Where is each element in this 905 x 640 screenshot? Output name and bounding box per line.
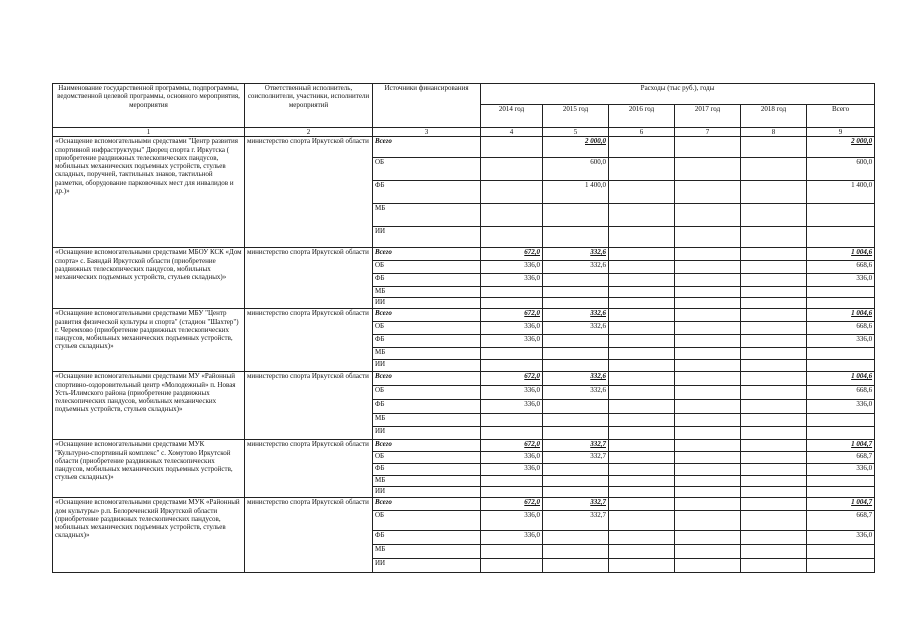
year-amount-cell [675, 204, 741, 227]
year-amount-cell: 336,0 [481, 452, 543, 464]
year-amount-cell [609, 335, 675, 348]
year-amount-cell [741, 261, 807, 274]
year-amount-cell [609, 464, 675, 476]
measure-total-row [53, 440, 875, 452]
funding-source: ИИ [373, 559, 481, 573]
year-amount-cell [481, 348, 543, 360]
year-amount-cell [609, 545, 675, 559]
year-amount-cell: 332,6 [543, 372, 609, 386]
total-amount-cell: 1 004,7 [807, 498, 875, 511]
year-amount-cell [741, 360, 807, 372]
header-row-1 [53, 84, 875, 105]
year-amount-cell [481, 158, 543, 181]
year-amount-cell: 332,6 [543, 248, 609, 261]
year-amount-cell [609, 360, 675, 372]
column-number: 9 [807, 128, 875, 137]
header-responsible: Ответственный исполнитель, соисполнители, участники, исполнители мероприятий [245, 84, 373, 128]
total-amount-cell [807, 287, 875, 298]
year-amount-cell [543, 227, 609, 248]
year-amount-cell: 332,7 [543, 452, 609, 464]
year-amount-cell [741, 274, 807, 287]
total-amount-cell: 336,0 [807, 274, 875, 287]
year-amount-cell [609, 137, 675, 158]
column-number: 5 [543, 128, 609, 137]
year-amount-cell [675, 348, 741, 360]
year-amount-cell [481, 227, 543, 248]
total-amount-cell [807, 427, 875, 440]
year-amount-cell: 332,7 [543, 498, 609, 511]
year-amount-cell: 332,6 [543, 261, 609, 274]
expenses-table [52, 83, 875, 573]
year-amount-cell [675, 372, 741, 386]
total-amount-cell: 336,0 [807, 531, 875, 545]
year-amount-cell [609, 298, 675, 309]
year-amount-cell [675, 427, 741, 440]
column-number: 8 [741, 128, 807, 137]
year-amount-cell: 332,6 [543, 386, 609, 400]
year-amount-cell: 336,0 [481, 274, 543, 287]
year-amount-cell: 336,0 [481, 261, 543, 274]
year-amount-cell [543, 360, 609, 372]
year-amount-cell: 332,6 [543, 309, 609, 322]
funding-source: ИИ [373, 360, 481, 372]
year-amount-cell [609, 414, 675, 427]
year-amount-cell [741, 227, 807, 248]
total-amount-cell: 336,0 [807, 464, 875, 476]
year-amount-cell [543, 531, 609, 545]
year-amount-cell: 672,0 [481, 440, 543, 452]
year-amount-cell [543, 335, 609, 348]
measure-total-row [53, 372, 875, 386]
year-amount-cell [609, 476, 675, 487]
year-amount-cell: 332,7 [543, 440, 609, 452]
year-amount-cell [481, 414, 543, 427]
year-amount-cell [675, 298, 741, 309]
total-amount-cell [807, 487, 875, 498]
header-year: 2017 год [675, 105, 741, 128]
year-amount-cell [675, 400, 741, 414]
year-amount-cell [675, 335, 741, 348]
year-amount-cell [543, 464, 609, 476]
year-amount-cell: 672,0 [481, 309, 543, 322]
year-amount-cell [675, 227, 741, 248]
total-amount-cell [807, 298, 875, 309]
funding-source: МБ [373, 414, 481, 427]
total-amount-cell [807, 545, 875, 559]
year-amount-cell [609, 498, 675, 511]
year-amount-cell [675, 531, 741, 545]
funding-source: ФБ [373, 274, 481, 287]
funding-source: Всего [373, 309, 481, 322]
year-amount-cell [609, 261, 675, 274]
year-amount-cell: 332,6 [543, 322, 609, 335]
year-amount-cell [543, 274, 609, 287]
total-amount-cell [807, 360, 875, 372]
column-number: 2 [245, 128, 373, 137]
year-amount-cell [741, 137, 807, 158]
funding-source: ИИ [373, 427, 481, 440]
year-amount-cell [675, 559, 741, 573]
funding-source: МБ [373, 204, 481, 227]
year-amount-cell [543, 427, 609, 440]
year-amount-cell: 336,0 [481, 464, 543, 476]
header-program: Наименование государственной программы, подпрограммы, ведомственной целевой программы, основного мероприятия, мероприятия [53, 84, 245, 128]
header-sources: Источники финансирования [373, 84, 481, 128]
total-amount-cell [807, 348, 875, 360]
year-amount-cell [543, 476, 609, 487]
funding-source: МБ [373, 287, 481, 298]
measure-responsible: министерство спорта Иркутской области [245, 248, 373, 309]
column-number: 3 [373, 128, 481, 137]
funding-source: ФБ [373, 464, 481, 476]
year-amount-cell [543, 414, 609, 427]
funding-source: МБ [373, 348, 481, 360]
year-amount-cell [741, 464, 807, 476]
year-amount-cell [609, 372, 675, 386]
year-amount-cell [741, 204, 807, 227]
year-amount-cell [675, 181, 741, 204]
funding-source: ОБ [373, 386, 481, 400]
funding-source: МБ [373, 476, 481, 487]
funding-source: Всего [373, 137, 481, 158]
year-amount-cell [675, 274, 741, 287]
header-year: 2014 год [481, 105, 543, 128]
measure-responsible: министерство спорта Иркутской области [245, 372, 373, 440]
total-amount-cell: 1 004,7 [807, 440, 875, 452]
year-amount-cell [675, 360, 741, 372]
total-amount-cell [807, 204, 875, 227]
total-amount-cell: 336,0 [807, 335, 875, 348]
year-amount-cell [543, 559, 609, 573]
year-amount-cell [675, 464, 741, 476]
year-amount-cell: 336,0 [481, 531, 543, 545]
funding-source: ИИ [373, 298, 481, 309]
year-amount-cell [609, 427, 675, 440]
year-amount-cell [741, 545, 807, 559]
year-amount-cell [675, 309, 741, 322]
year-amount-cell [481, 360, 543, 372]
measure-name: «Оснащение вспомогательными средствами МУК "Культурно-спортивный комплекс" с. Хомутово Иркутской области (приобретение раздвижных телескопических пандусов, мобильных механических подъемных устройств, стульев складных)» [53, 440, 245, 498]
year-amount-cell [741, 487, 807, 498]
column-number: 1 [53, 128, 245, 137]
header-year: 2016 год [609, 105, 675, 128]
year-amount-cell: 336,0 [481, 322, 543, 335]
year-amount-cell [481, 204, 543, 227]
year-amount-cell [675, 511, 741, 531]
total-amount-cell: 668,6 [807, 261, 875, 274]
year-amount-cell: 672,0 [481, 372, 543, 386]
year-amount-cell [609, 400, 675, 414]
funding-source: ФБ [373, 335, 481, 348]
year-amount-cell [675, 386, 741, 400]
measure-responsible: министерство спорта Иркутской области [245, 440, 373, 498]
year-amount-cell [741, 511, 807, 531]
column-number: 6 [609, 128, 675, 137]
total-amount-cell [807, 227, 875, 248]
year-amount-cell: 336,0 [481, 400, 543, 414]
year-amount-cell: 600,0 [543, 158, 609, 181]
measure-name: «Оснащение вспомогательными средствами МУК «Районный дом культуры» р.п. Белореченский Иркутской области (приобретение раздвижных телескопических пандусов, мобильных механических подъемных устройств, стульев складных)» [53, 498, 245, 573]
year-amount-cell [481, 476, 543, 487]
header-total: Всего [807, 105, 875, 128]
year-amount-cell [675, 487, 741, 498]
year-amount-cell [609, 287, 675, 298]
year-amount-cell [741, 440, 807, 452]
measure-name: «Оснащение вспомогательными средствами МБУ "Центр развития физической культуры и спорта" (стадион "Шахтер") г. Черемхово (приобретение раздвижных телескопических пандусов, мобильных механических подъемных устройств, стульев складных)» [53, 309, 245, 372]
year-amount-cell [675, 498, 741, 511]
year-amount-cell [543, 204, 609, 227]
year-amount-cell [741, 248, 807, 261]
header-expenses: Расходы (тыс руб.), годы [481, 84, 875, 105]
year-amount-cell [741, 531, 807, 545]
year-amount-cell [609, 386, 675, 400]
year-amount-cell [481, 487, 543, 498]
year-amount-cell [741, 335, 807, 348]
year-amount-cell [675, 414, 741, 427]
header-year: 2015 год [543, 105, 609, 128]
year-amount-cell [609, 248, 675, 261]
year-amount-cell [609, 274, 675, 287]
funding-source: ОБ [373, 511, 481, 531]
year-amount-cell [741, 452, 807, 464]
funding-source: ФБ [373, 181, 481, 204]
year-amount-cell [609, 452, 675, 464]
total-amount-cell [807, 414, 875, 427]
year-amount-cell [675, 322, 741, 335]
year-amount-cell [741, 322, 807, 335]
year-amount-cell [543, 400, 609, 414]
year-amount-cell [609, 227, 675, 248]
year-amount-cell [741, 427, 807, 440]
year-amount-cell [609, 511, 675, 531]
funding-source: Всего [373, 248, 481, 261]
total-amount-cell [807, 559, 875, 573]
column-numbers-row [53, 128, 875, 137]
total-amount-cell: 1 004,6 [807, 372, 875, 386]
year-amount-cell [741, 476, 807, 487]
year-amount-cell: 336,0 [481, 511, 543, 531]
measure-responsible: министерство спорта Иркутской области [245, 309, 373, 372]
measure-name: «Оснащение вспомогательными средствами МУ «Районный спортивно-оздоровительный центр «Молодежный» п. Новая Усть-Илимского района (приобретение раздвижных телескопических пандусов, мобильных механических подъемных устройств, стульев складных)» [53, 372, 245, 440]
year-amount-cell [609, 440, 675, 452]
funding-source: ИИ [373, 227, 481, 248]
total-amount-cell [807, 476, 875, 487]
year-amount-cell [609, 487, 675, 498]
year-amount-cell [481, 287, 543, 298]
year-amount-cell [741, 181, 807, 204]
year-amount-cell [675, 261, 741, 274]
year-amount-cell: 1 400,0 [543, 181, 609, 204]
column-number: 7 [675, 128, 741, 137]
year-amount-cell [675, 476, 741, 487]
year-amount-cell [675, 158, 741, 181]
measure-responsible: министерство спорта Иркутской области [245, 137, 373, 248]
total-amount-cell: 336,0 [807, 400, 875, 414]
column-number: 4 [481, 128, 543, 137]
year-amount-cell [741, 559, 807, 573]
measure-name: «Оснащение вспомогательными средствами МБОУ КСК «Дом спорта» с. Баяндай Иркутской области (приобретение раздвижных телескопических пандусов, мобильных механических подъемных устройств, стульев складных)» [53, 248, 245, 309]
year-amount-cell [675, 137, 741, 158]
year-amount-cell [741, 298, 807, 309]
total-amount-cell: 600,0 [807, 158, 875, 181]
year-amount-cell [481, 545, 543, 559]
year-amount-cell [741, 372, 807, 386]
year-amount-cell [741, 158, 807, 181]
total-amount-cell: 668,6 [807, 322, 875, 335]
year-amount-cell [675, 248, 741, 261]
funding-source: ОБ [373, 452, 481, 464]
year-amount-cell [609, 559, 675, 573]
funding-source: Всего [373, 498, 481, 511]
year-amount-cell [609, 348, 675, 360]
year-amount-cell [741, 400, 807, 414]
year-amount-cell [481, 427, 543, 440]
year-amount-cell [609, 309, 675, 322]
year-amount-cell: 336,0 [481, 335, 543, 348]
funding-source: Всего [373, 372, 481, 386]
funding-source: ФБ [373, 531, 481, 545]
year-amount-cell [741, 386, 807, 400]
year-amount-cell: 332,7 [543, 511, 609, 531]
year-amount-cell [609, 531, 675, 545]
year-amount-cell [675, 287, 741, 298]
year-amount-cell [481, 559, 543, 573]
total-amount-cell: 1 400,0 [807, 181, 875, 204]
year-amount-cell: 672,0 [481, 498, 543, 511]
year-amount-cell [543, 348, 609, 360]
year-amount-cell [675, 440, 741, 452]
measure-total-row [53, 309, 875, 322]
year-amount-cell [741, 287, 807, 298]
funding-source: Всего [373, 440, 481, 452]
year-amount-cell [543, 545, 609, 559]
measure-total-row [53, 248, 875, 261]
funding-source: ИИ [373, 487, 481, 498]
total-amount-cell: 2 000,0 [807, 137, 875, 158]
total-amount-cell: 668,7 [807, 511, 875, 531]
year-amount-cell: 672,0 [481, 248, 543, 261]
measure-name: «Оснащение вспомогательными средствами "Центр развития спортивной инфраструктуры" Дворец спорта г. Иркутска ( приобретение раздвижных телескопических пандусов, мобильных механических подъемных устройств, стульев складных, поручней, тактильных знаков, тактильной разметки, оборудование парковочных мест для инвалидов и др.)» [53, 137, 245, 248]
funding-source: ОБ [373, 158, 481, 181]
year-amount-cell [741, 498, 807, 511]
year-amount-cell: 2 000,0 [543, 137, 609, 158]
year-amount-cell [543, 487, 609, 498]
total-amount-cell: 668,7 [807, 452, 875, 464]
year-amount-cell [609, 181, 675, 204]
year-amount-cell [741, 414, 807, 427]
total-amount-cell: 1 004,6 [807, 248, 875, 261]
year-amount-cell [675, 545, 741, 559]
measure-total-row [53, 137, 875, 158]
year-amount-cell [741, 309, 807, 322]
year-amount-cell: 336,0 [481, 386, 543, 400]
measure-responsible: министерство спорта Иркутской области [245, 498, 373, 573]
total-amount-cell: 1 004,6 [807, 309, 875, 322]
year-amount-cell [675, 452, 741, 464]
funding-source: ОБ [373, 261, 481, 274]
funding-source: МБ [373, 545, 481, 559]
funding-source: ФБ [373, 400, 481, 414]
year-amount-cell [609, 158, 675, 181]
year-amount-cell [609, 204, 675, 227]
year-amount-cell [609, 322, 675, 335]
measure-total-row [53, 498, 875, 511]
year-amount-cell [741, 348, 807, 360]
year-amount-cell [543, 298, 609, 309]
year-amount-cell [543, 287, 609, 298]
year-amount-cell [481, 137, 543, 158]
year-amount-cell [481, 181, 543, 204]
year-amount-cell [481, 298, 543, 309]
header-year: 2018 год [741, 105, 807, 128]
funding-source: ОБ [373, 322, 481, 335]
total-amount-cell: 668,6 [807, 386, 875, 400]
